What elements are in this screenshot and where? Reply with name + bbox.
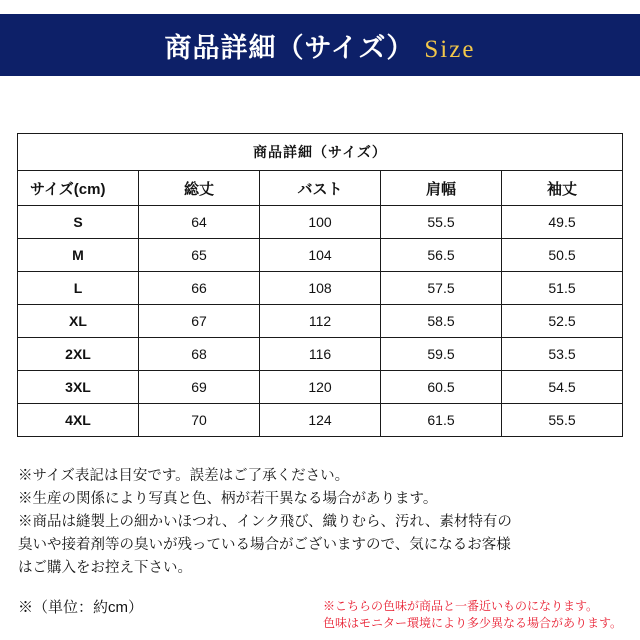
cell-shoulder: 59.5 xyxy=(381,338,502,371)
cell-size: XL xyxy=(18,305,139,338)
cell-size: L xyxy=(18,272,139,305)
page-subtitle: Size xyxy=(424,35,476,63)
notes-block xyxy=(18,466,622,581)
note-line: ※生産の関係により写真と色、柄が若干異なる場合があります。 xyxy=(18,491,438,507)
cell-length: 70 xyxy=(139,404,260,437)
cell-shoulder: 56.5 xyxy=(381,239,502,272)
unit-note: ※（単位：約cm） xyxy=(18,599,143,616)
cell-shoulder: 61.5 xyxy=(381,404,502,437)
cell-shoulder: 55.5 xyxy=(381,206,502,239)
cell-length: 69 xyxy=(139,371,260,404)
cell-length: 66 xyxy=(139,272,260,305)
cell-size: 3XL xyxy=(18,371,139,404)
banner-inner xyxy=(165,26,476,65)
table-row xyxy=(18,239,623,272)
cell-bust: 120 xyxy=(260,371,381,404)
table-row xyxy=(18,305,623,338)
cell-sleeve: 53.5 xyxy=(502,338,623,371)
column-header-size: サイズ(cm) xyxy=(18,171,139,206)
cell-shoulder: 57.5 xyxy=(381,272,502,305)
cell-sleeve: 52.5 xyxy=(502,305,623,338)
size-table xyxy=(17,133,623,437)
cell-shoulder: 58.5 xyxy=(381,305,502,338)
table-row xyxy=(18,404,623,437)
cell-length: 65 xyxy=(139,239,260,272)
cell-size: 4XL xyxy=(18,404,139,437)
cell-bust: 112 xyxy=(260,305,381,338)
cell-bust: 124 xyxy=(260,404,381,437)
cell-sleeve: 50.5 xyxy=(502,239,623,272)
table-caption: 商品詳細（サイズ） xyxy=(18,134,623,171)
table-header-row xyxy=(18,171,623,206)
color-disclaimer xyxy=(323,598,622,633)
table-row xyxy=(18,371,623,404)
note-line: 臭いや接着剤等の臭いが残っている場合がございますので、気になるお客様 xyxy=(18,537,511,553)
note-line: はご購入をお控え下さい。 xyxy=(18,560,192,576)
cell-shoulder: 60.5 xyxy=(381,371,502,404)
bottom-row xyxy=(18,596,622,633)
table-row xyxy=(18,206,623,239)
cell-bust: 100 xyxy=(260,206,381,239)
table-row xyxy=(18,272,623,305)
cell-size: S xyxy=(18,206,139,239)
cell-sleeve: 49.5 xyxy=(502,206,623,239)
color-disclaimer-line1: ※こちらの色味が商品と一番近いものになります。 xyxy=(322,599,598,613)
cell-bust: 116 xyxy=(260,338,381,371)
table-row xyxy=(18,338,623,371)
cell-size: 2XL xyxy=(18,338,139,371)
cell-sleeve: 54.5 xyxy=(502,371,623,404)
column-header-bust: バスト xyxy=(260,171,381,206)
column-header-length: 総丈 xyxy=(139,171,260,206)
cell-length: 67 xyxy=(139,305,260,338)
cell-size: M xyxy=(18,239,139,272)
table-caption-row xyxy=(18,134,623,171)
cell-sleeve: 55.5 xyxy=(502,404,623,437)
cell-length: 64 xyxy=(139,206,260,239)
cell-bust: 104 xyxy=(260,239,381,272)
note-line: ※商品は縫製上の細かいほつれ、インク飛び、織りむら、汚れ、素材特有の xyxy=(18,514,512,530)
header-banner xyxy=(0,14,640,76)
cell-sleeve: 51.5 xyxy=(502,272,623,305)
column-header-shoulder: 肩幅 xyxy=(381,171,502,206)
page-title: 商品詳細（サイズ） xyxy=(164,32,415,63)
column-header-sleeve: 袖丈 xyxy=(502,171,623,206)
cell-length: 68 xyxy=(139,338,260,371)
color-disclaimer-line2: 色味はモニター環境により多少異なる場合があります。 xyxy=(322,616,622,631)
note-line: ※サイズ表記は目安です。誤差はご了承ください。 xyxy=(18,468,350,484)
cell-bust: 108 xyxy=(260,272,381,305)
size-table-wrapper xyxy=(17,133,623,437)
